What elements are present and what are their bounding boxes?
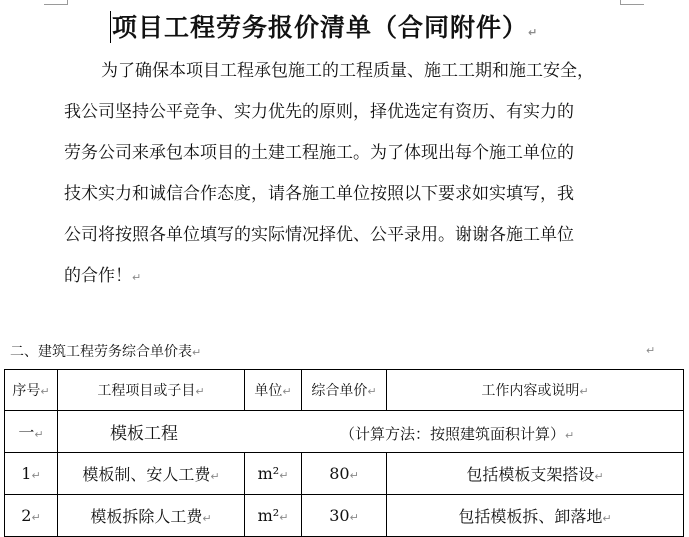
paragraph-mark: ↵ (579, 385, 589, 398)
paragraph-mark: ↵ (528, 26, 539, 39)
paragraph-mark: ↵ (279, 469, 289, 482)
category-cell[interactable] (58, 411, 684, 453)
paragraph-mark: ↵ (367, 385, 377, 398)
row-price: 80 (329, 464, 350, 483)
margin-corner-mark-left (44, 0, 68, 5)
table-row (5, 453, 684, 495)
header-cell[interactable] (5, 370, 58, 411)
table-cell[interactable] (58, 453, 245, 495)
intro-line: 我公司坚持公平竞争、实力优先的原则，择优选定有资历、有实力的 (64, 102, 574, 122)
intro-paragraph[interactable] (64, 51, 650, 298)
row-price: 30 (329, 506, 350, 525)
table-header-row (5, 370, 684, 411)
section-heading-text: 二、建筑工程劳务综合单价表 (10, 344, 192, 360)
header-cell[interactable] (245, 370, 302, 411)
paragraph-mark: ↵ (31, 469, 41, 482)
paragraph-mark: ↵ (349, 469, 359, 482)
table-cell[interactable] (302, 495, 387, 537)
row-unit: m² (257, 464, 280, 483)
paragraph-mark: ↵ (210, 470, 220, 483)
calc-note (340, 423, 574, 444)
paragraph-mark: ↵ (282, 385, 292, 398)
document-title[interactable] (112, 8, 538, 44)
header-cell[interactable] (58, 370, 245, 411)
table-cell[interactable] (5, 411, 58, 453)
header-cell[interactable] (302, 370, 387, 411)
category-name: 模板工程 (110, 424, 178, 444)
paragraph-mark: ↵ (34, 428, 44, 441)
row-desc: 包括模板拆、卸落地 (458, 507, 603, 526)
table-cell[interactable] (387, 495, 684, 537)
text-cursor (110, 11, 111, 43)
row-item: 模板制、安人工费 (82, 465, 211, 484)
header-no: 序号 (12, 383, 41, 399)
header-unit: 单位 (254, 383, 283, 399)
intro-line: 公司将按照各单位填写的实际情况择优、公平录用。谢谢各施工单位 (64, 225, 574, 245)
table-cell[interactable] (5, 495, 58, 537)
section-heading[interactable] (10, 341, 201, 361)
title-text: 项目工程劳务报价清单（合同附件） (112, 13, 529, 42)
calc-note-text: （计算方法：按照建筑面积计算） (340, 425, 566, 443)
paragraph-mark: ↵ (594, 470, 604, 483)
paragraph-mark: ↵ (565, 429, 575, 442)
table-cell[interactable] (245, 495, 302, 537)
margin-corner-mark-right (620, 0, 644, 5)
table-cell[interactable] (302, 453, 387, 495)
table-cell[interactable] (58, 495, 245, 537)
table-cell[interactable] (5, 453, 58, 495)
row-number: 2 (21, 506, 32, 525)
unit-price-table[interactable] (4, 369, 684, 537)
intro-line: 为了确保本项目工程承包施工的工程质量、施工工期和施工安全， (101, 61, 594, 81)
header-cell[interactable] (387, 370, 684, 411)
table-cell[interactable] (387, 453, 684, 495)
header-price: 综合单价 (311, 383, 368, 399)
row-desc: 包括模板支架搭设 (466, 465, 595, 484)
header-item: 工程项目或子目 (97, 383, 196, 399)
row-number: 1 (21, 464, 32, 483)
paragraph-mark: ↵ (132, 271, 142, 284)
table-cell[interactable] (245, 453, 302, 495)
paragraph-mark: ↵ (40, 385, 50, 398)
paragraph-mark: ↵ (279, 511, 289, 524)
paragraph-mark: ↵ (646, 344, 656, 357)
paragraph-mark: ↵ (195, 385, 205, 398)
paragraph-mark: ↵ (349, 511, 359, 524)
row-item: 模板拆除人工费 (90, 507, 203, 526)
intro-line: 劳务公司来承包本项目的土建工程施工。为了体现出每个施工单位的 (64, 143, 574, 163)
category-number: 一 (18, 423, 35, 442)
table-row (5, 495, 684, 537)
paragraph-mark: ↵ (192, 346, 202, 359)
paragraph-mark: ↵ (31, 511, 41, 524)
intro-line: 技术实力和诚信合作态度，请各施工单位按照以下要求如实填写，我 (64, 184, 574, 204)
table-row-category (5, 411, 684, 453)
row-unit: m² (257, 506, 280, 525)
header-desc: 工作内容或说明 (481, 383, 580, 399)
paragraph-mark: ↵ (202, 512, 212, 525)
paragraph-mark: ↵ (602, 512, 612, 525)
intro-line: 的合作！ (64, 266, 132, 286)
